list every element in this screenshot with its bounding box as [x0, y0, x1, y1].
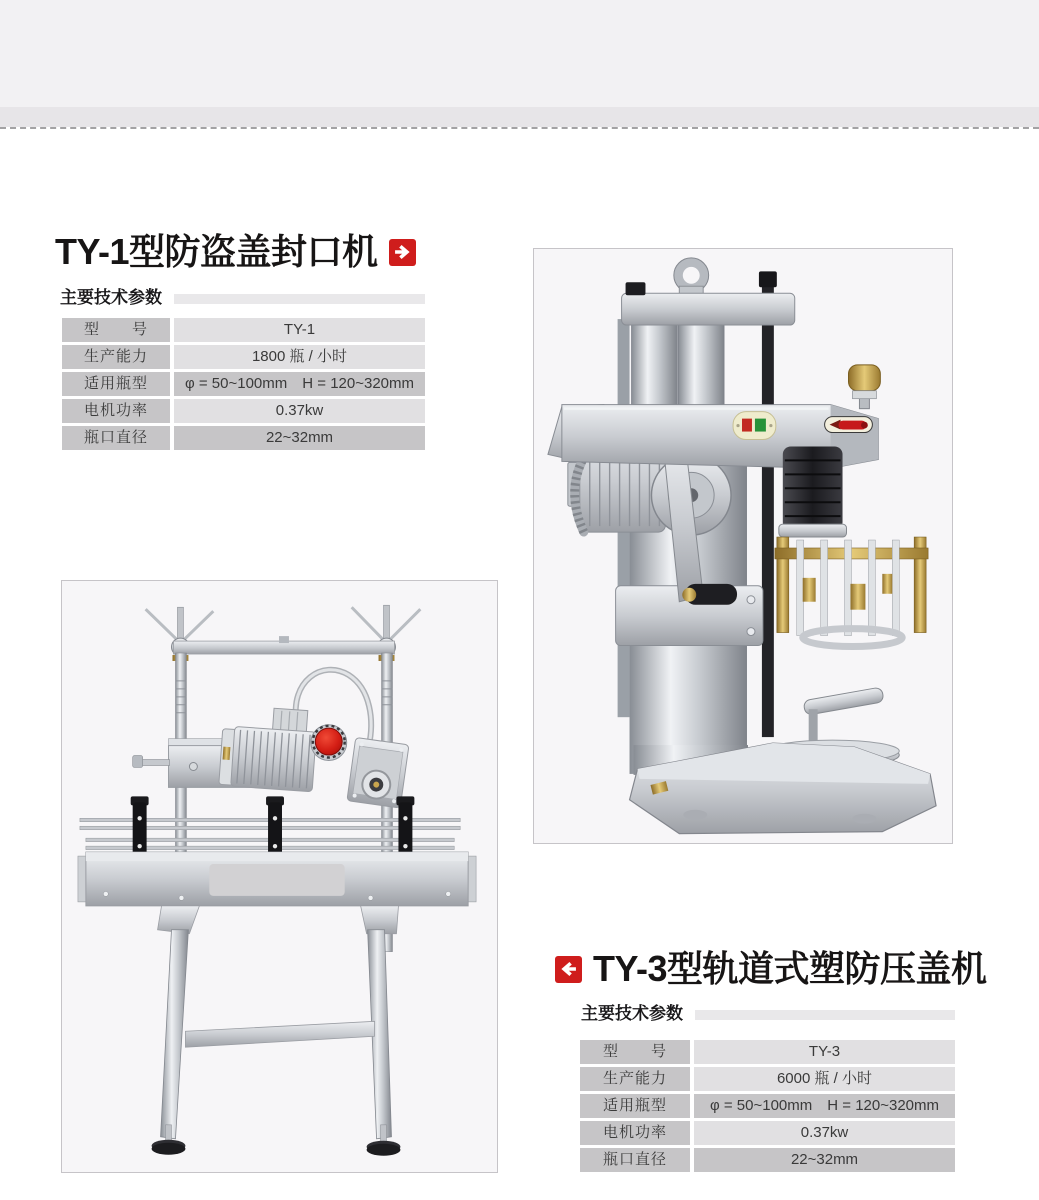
table-row	[580, 1040, 955, 1064]
section-ty1-title: TY-1型防盗盖封口机	[55, 231, 378, 272]
table-row	[580, 1121, 955, 1145]
spec-value: φ = 50~100mm H = 120~320mm	[174, 372, 425, 396]
spec-label: 瓶口直径	[62, 426, 170, 450]
table-row	[580, 1067, 955, 1091]
spec-value: 22~32mm	[694, 1148, 955, 1172]
section-ty1-params-heading-row	[60, 289, 425, 306]
arrow-right-icon	[389, 239, 416, 266]
ty3-machine-illustration	[62, 581, 497, 1172]
spec-label: 瓶口直径	[580, 1148, 690, 1172]
spec-label: 适用瓶型	[62, 372, 170, 396]
spec-value: 22~32mm	[174, 426, 425, 450]
spec-label: 型 号	[62, 318, 170, 342]
spec-value: 0.37kw	[694, 1121, 955, 1145]
spec-value: 6000 瓶 / 小时	[694, 1067, 955, 1091]
table-row	[580, 1148, 955, 1172]
spec-value: 0.37kw	[174, 399, 425, 423]
section-ty3-title: TY-3型轨道式塑防压盖机	[593, 948, 987, 989]
params-heading-bar	[174, 294, 425, 304]
spec-value: φ = 50~100mm H = 120~320mm	[694, 1094, 955, 1118]
table-row	[62, 399, 425, 423]
table-row	[580, 1094, 955, 1118]
spec-label: 适用瓶型	[580, 1094, 690, 1118]
ty3-machine-photo	[61, 580, 498, 1173]
table-row	[62, 318, 425, 342]
ty1-machine-photo	[533, 248, 953, 844]
spec-label: 型 号	[580, 1040, 690, 1064]
section-ty3-title-row	[555, 948, 987, 989]
spec-value: TY-3	[694, 1040, 955, 1064]
params-heading-bar	[695, 1010, 955, 1020]
spec-value: 1800 瓶 / 小时	[174, 345, 425, 369]
top-band	[0, 0, 1039, 107]
params-heading: 主要技术参数	[60, 288, 162, 307]
params-heading: 主要技术参数	[581, 1004, 683, 1023]
table-row	[62, 345, 425, 369]
spec-value: TY-1	[174, 318, 425, 342]
spec-table-ty3	[580, 1040, 955, 1175]
spec-label: 电机功率	[62, 399, 170, 423]
spec-label: 电机功率	[580, 1121, 690, 1145]
ty1-machine-illustration	[534, 249, 952, 843]
divider-band	[0, 107, 1039, 127]
table-row	[62, 426, 425, 450]
spec-label: 生产能力	[62, 345, 170, 369]
dashed-separator	[0, 127, 1039, 129]
arrow-left-icon	[555, 956, 582, 983]
spec-label: 生产能力	[580, 1067, 690, 1091]
table-row	[62, 372, 425, 396]
spec-table-ty1	[62, 318, 425, 453]
section-ty1-title-row	[55, 231, 416, 272]
section-ty3-params-heading-row	[581, 1005, 955, 1022]
